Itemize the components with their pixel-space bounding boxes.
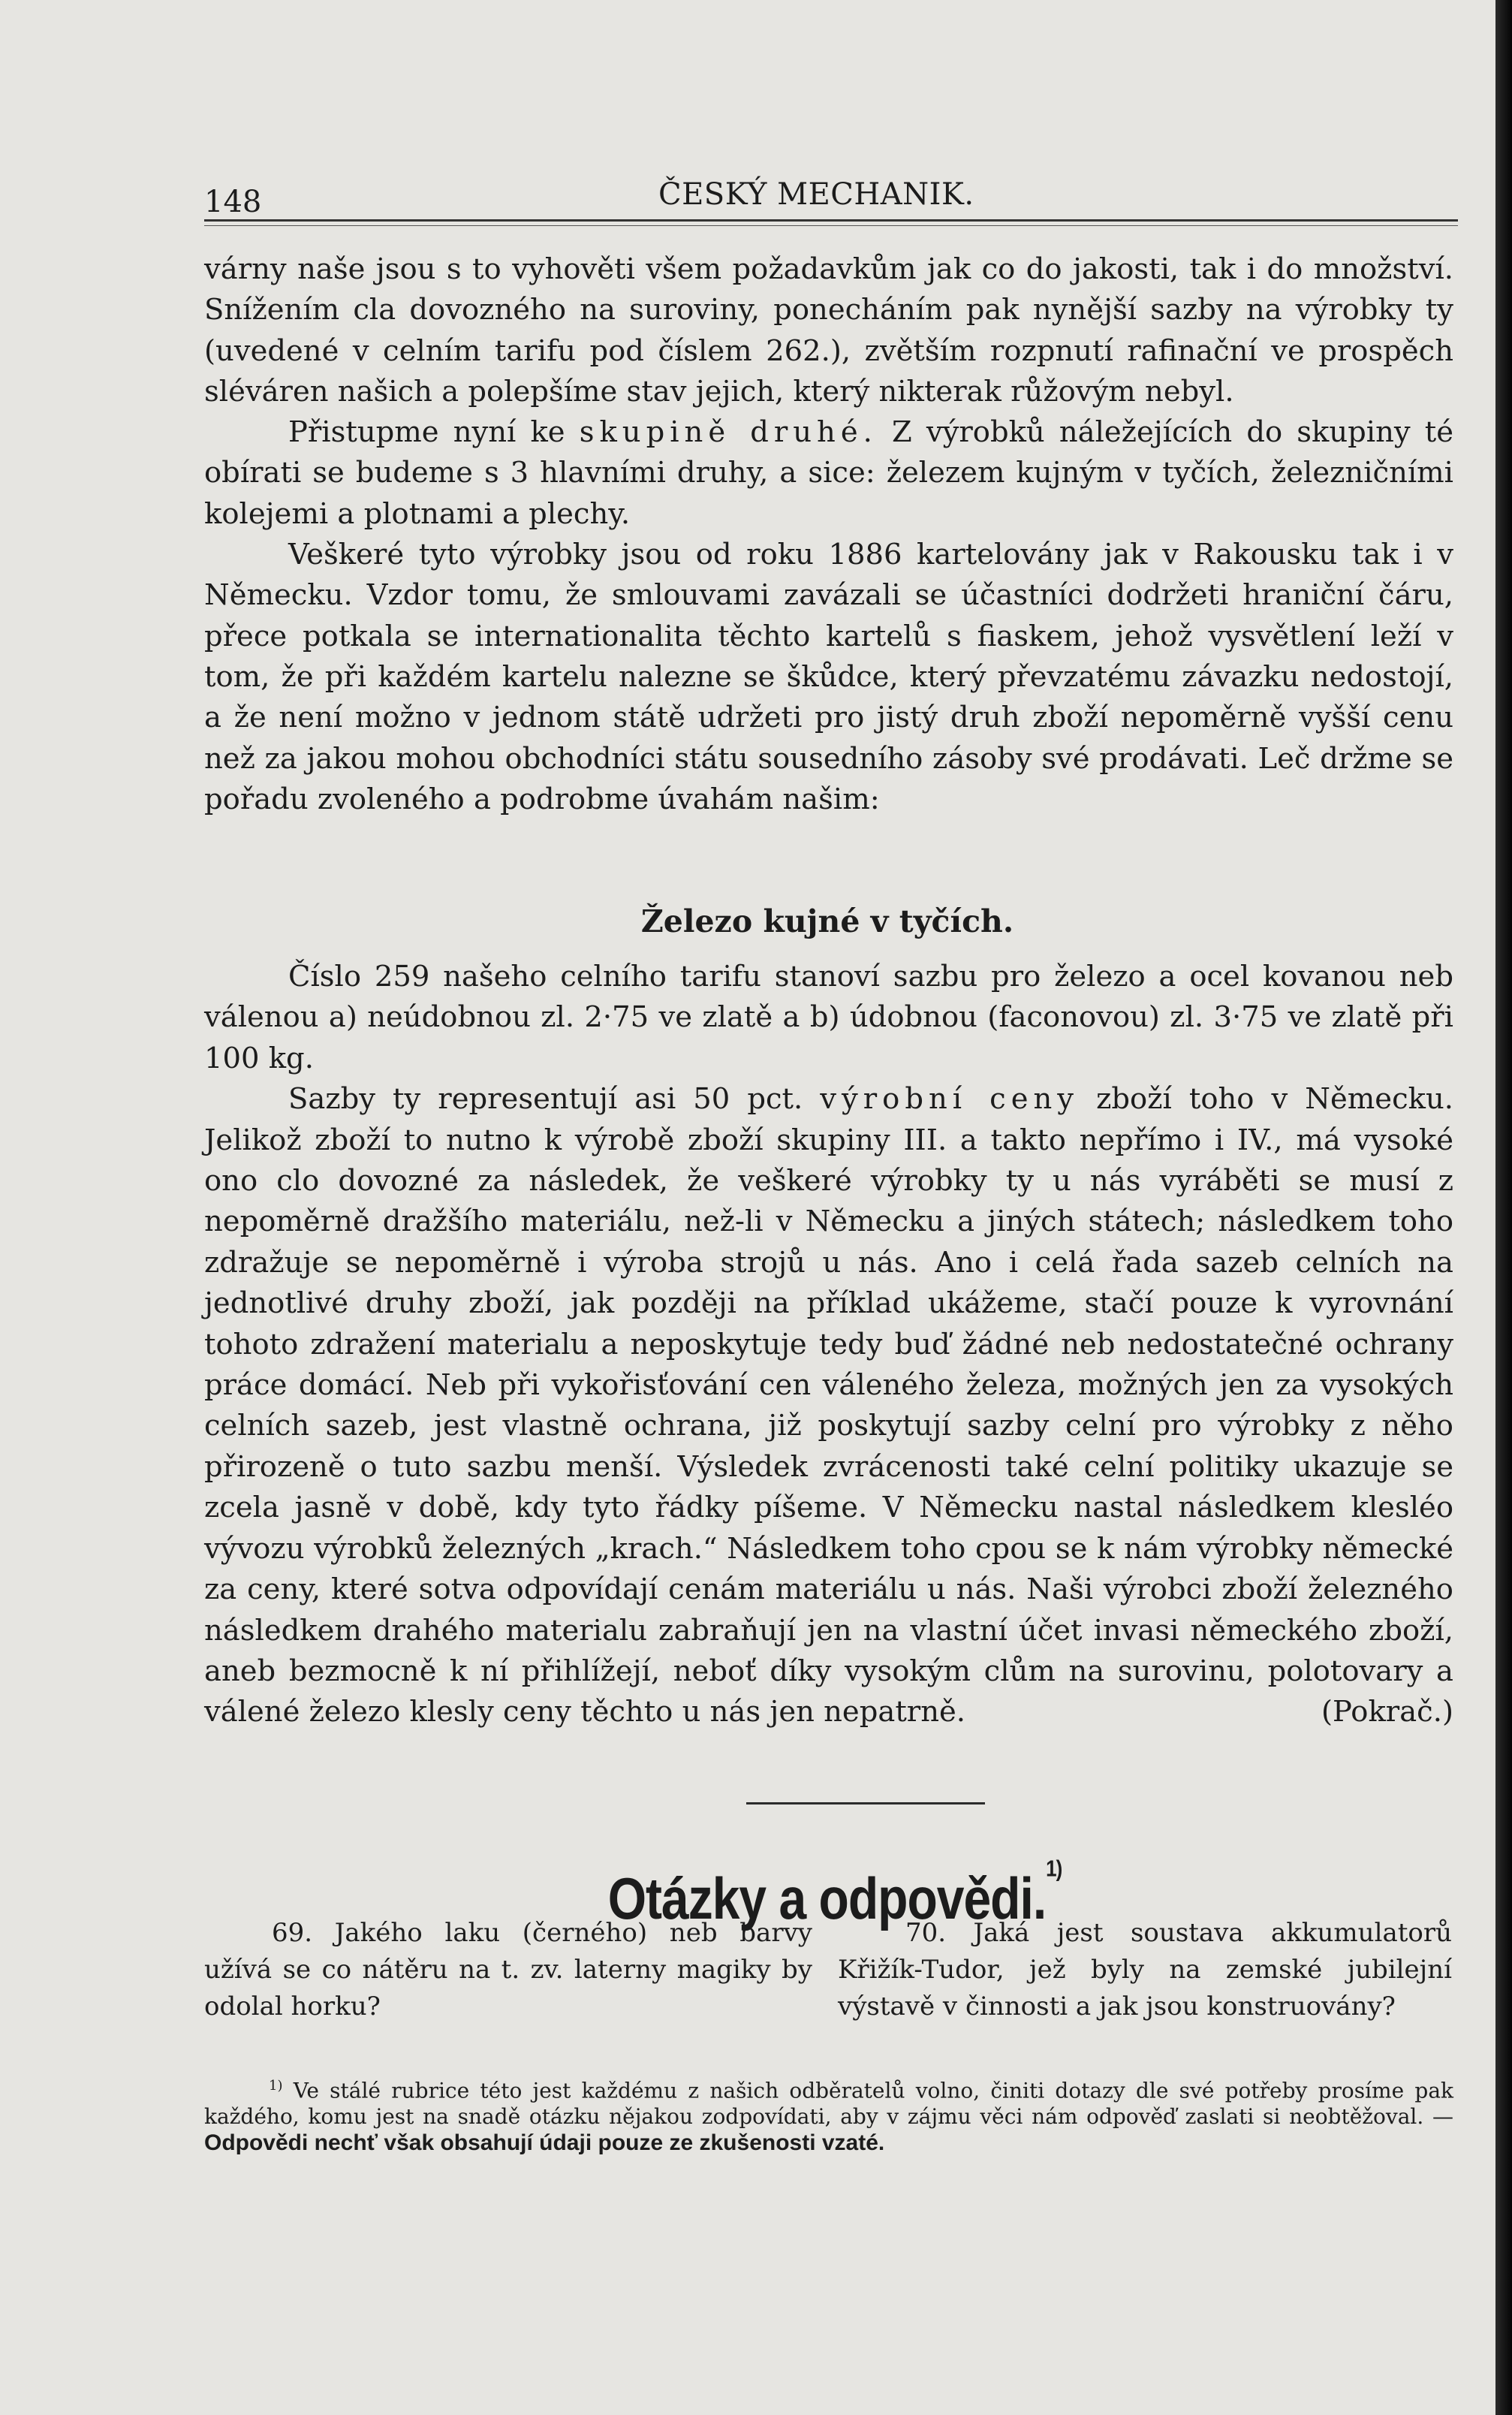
continued-note: (Pokrač.)	[1321, 1695, 1453, 1729]
paragraph-rates	[204, 1079, 1453, 1733]
spaced-emphasis: skupině druhé.	[579, 415, 878, 450]
question-text: 70. Jaká jest soustava akkumulatorů Křižík-Tudor, jež byly na zemské jubilejní výstavě v činnosti a jak jsou konstruovány?	[838, 1918, 1452, 2022]
journal-page	[204, 0, 1465, 2415]
section-body	[204, 957, 1453, 1733]
section-heading: Železo kujné v tyčích.	[640, 903, 1014, 939]
question-text: 69. Jakého laku (černého) neb barvy užívá se co nátěru na t. zv. laterny magiky by odolal horku?	[204, 1918, 812, 2022]
section-divider	[746, 1802, 985, 1804]
paragraph-group-two	[204, 412, 1453, 535]
text-run: Z výrobků náležejících do skupiny té obírati se budeme s 3 hlavními druhy, a sice: železem kujným v tyčích, železničními kolejemi a plotnami a plechy.	[204, 415, 1454, 531]
question-69	[204, 1915, 812, 2025]
paragraph-continued: várny naše jsou s to vyhověti všem požadavkům jak co do jakosti, tak i do množství. Snížením cla dovozného na suroviny, ponecháním pak nynější sazby na výrobky ty (uvedené v celním tarifu pod číslem 262.), zvětším rozpnutí rafinační ve prospěch sléváren našich a polepšíme stav jejich, který nikterak růžovým nebyl.	[204, 252, 1453, 409]
journal-title: ČESKÝ MECHANIK.	[658, 177, 974, 212]
footnote-body: Ve stálé rubrice této jest každému z našich odběratelů volno, činiti dotazy dle své potřeby prosíme pak každého, komu jest na snadě otázku nějakou zodpovídati, aby v zájmu věci nám odpověď zaslati si neobtěžoval. —	[204, 2078, 1453, 2130]
header-rule-thin	[204, 225, 1458, 226]
header-rule	[204, 219, 1458, 222]
paragraph-cartels: Veškeré tyto výrobky jsou od roku 1886 kartelovány jak v Rakousku tak i v Německu. Vzdor tomu, že smlouvami zavázali se účastníci dodržeti hraniční čáru, přece potkala se internationalita těchto kartelů s fiaskem, jehož vysvětlení leží v tom, že při každém kartelu nalezne se škůdce, který převzatému závazku nedostojí, a že není možno v jednom státě udržeti pro jistý druh zboží nepoměrně vyšší cenu než za jakou mohou obchodníci státu sousedního zásoby své prodávati. Leč držme se pořadu zvoleného a podrobme úvahám našim:	[204, 538, 1453, 816]
text-run: Sazby ty representují asi 50 pct.	[288, 1082, 821, 1117]
article-body	[204, 249, 1453, 820]
question-70	[838, 1915, 1452, 2025]
spaced-emphasis: výrobní ceny	[820, 1082, 1080, 1117]
footnote-marker: 1)	[1046, 1855, 1062, 1882]
footnote-mark: 1)	[269, 2078, 283, 2094]
paragraph-tariff: Číslo 259 našeho celního tarifu stanoví sazbu pro železo a ocel kovanou neb válenou a) neúdobnou zl. 2·75 ve zlatě a b) údobnou (faconovou) zl. 3·75 ve zlatě při 100 kg.	[204, 960, 1453, 1075]
text-run: zboží toho v Německu. Jelikož zboží to nutno k výrobě zboží skupiny III. a takto nepřímo i IV., má vysoké ono clo dovozné za následek, že veškeré výrobky ty u nás vyráběti se musí z nepoměrně dražšího materiálu, než-li v Německu a jiných státech; následkem toho zdražuje se nepoměrně i výroba strojů u nás. Ano i celá řada sazeb celních na jednotlivé druhy zboží, jak později na příklad ukážeme, stačí pouze k vyrovnání tohoto zdražení materialu a neposkytuje tedy buď žádné neb nedostatečné ochrany práce domácí. Neb při vykořisťování cen váleného železa, možných jen za vysokých celních sazeb, jest vlastně ochrana, již poskytují sazby celní pro výrobky z něho přirozeně o tuto sazbu menší. Výsledek zvrácenosti také celní politiky ukazuje se zcela jasně v době, kdy tyto řádky píšeme. V Německu nastal následkem klesléo vývozu výrobků železných „krach.“ Následkem toho cpou se k nám výrobky německé za ceny, které sotva odpovídají cenám materiálu u nás. Naši výrobci zboží železného následkem drahého materialu zabraňují jen na vlastní účet invasi německého zboží, aneb bezmocně k ní přihlížejí, neboť díky vysokým clům na surovinu, polotovary a válené železo klesly ceny těchto u nás jen nepatrně.	[204, 1082, 1453, 1729]
running-head	[204, 174, 1458, 219]
text-run: Přistupme nyní ke	[288, 415, 580, 450]
footnote-text	[204, 2073, 1453, 2156]
footnote-bold: Odpovědi nechť však obsahují údaji pouze ze zkušenosti vzaté.	[204, 2130, 885, 2156]
page-edge-shadow	[1495, 0, 1512, 2415]
qa-heading-text: Otázky a odpovědi.	[607, 1865, 1047, 1931]
footnote	[204, 2073, 1453, 2156]
page-number: 148	[204, 185, 262, 219]
